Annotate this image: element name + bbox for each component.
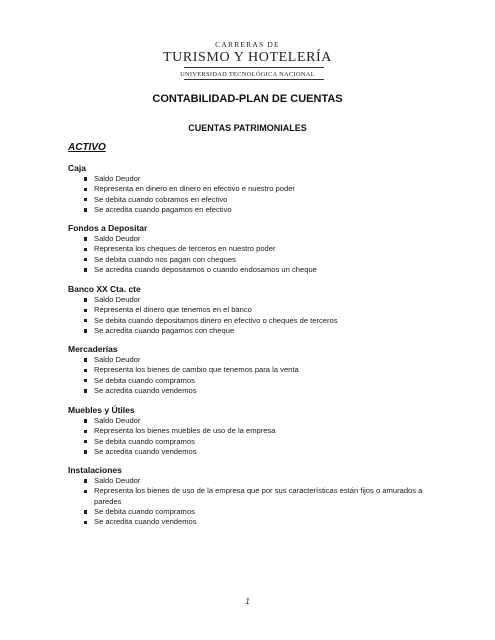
section-muebles-y-utiles bbox=[68, 405, 438, 457]
list-item: Se acredita cuando vendemos bbox=[68, 517, 438, 527]
list-item: Saldo Deudor bbox=[68, 355, 438, 365]
section-title: Fondos a Depositar bbox=[68, 223, 148, 233]
document-title: CONTABILIDAD-PLAN DE CUENTAS bbox=[152, 93, 343, 105]
logo-divider bbox=[184, 79, 324, 80]
list-item: Se debita cuando compramos bbox=[68, 376, 438, 386]
section-caja bbox=[68, 163, 438, 215]
section-title: Caja bbox=[68, 163, 86, 173]
logo-divider bbox=[184, 67, 324, 68]
list-item: Representa los cheques de terceros en nuestro poder bbox=[68, 244, 438, 254]
list-item: Representa los bienes muebles de uso de la empresa bbox=[68, 426, 438, 436]
section-title: Banco XX Cta. cte bbox=[68, 284, 141, 294]
group-heading: ACTIVO bbox=[68, 142, 106, 153]
section-title: Muebles y Útiles bbox=[68, 405, 135, 415]
list-item: Saldo Deudor bbox=[68, 295, 438, 305]
logo-main-text: TURISMO Y HOTELERÍA bbox=[162, 50, 333, 65]
list-item: Se debita cuando compramos bbox=[68, 507, 438, 517]
list-item: Saldo Deudor bbox=[68, 476, 438, 486]
list-item: Saldo Deudor bbox=[68, 234, 438, 244]
list-item: Se acredita cuando depositamos o cuando endosamos un cheque bbox=[68, 265, 438, 275]
section-fondos-a-depositar bbox=[68, 223, 438, 275]
list-item: Saldo Deudor bbox=[68, 174, 438, 184]
page-number: 1 bbox=[245, 597, 250, 606]
list-item: Representa el dinero que tenemos en el banco bbox=[68, 305, 438, 315]
logo-top-text: CARRERAS DE bbox=[215, 40, 280, 49]
list-item: Se acredita cuando vendemos bbox=[68, 447, 438, 457]
list-item: Se acredita cuando pagamos con cheque bbox=[68, 326, 438, 336]
list-item: Se debita cuando nos pagan con cheques bbox=[68, 255, 438, 265]
logo-university-text: UNIVERSIDAD TECNOLÓGICA NACIONAL bbox=[180, 71, 315, 78]
list-item: Se debita cuando compramos bbox=[68, 437, 438, 447]
list-item: Se acredita cuando vendemos bbox=[68, 386, 438, 396]
list-item: Se debita cuando cobramos en efectivo bbox=[68, 195, 438, 205]
document-subtitle: CUENTAS PATRIMONIALES bbox=[188, 123, 307, 133]
list-item: Saldo Deudor bbox=[68, 416, 438, 426]
section-title: Mercaderías bbox=[68, 344, 118, 354]
section-mercaderias bbox=[68, 344, 438, 396]
list-item: Representa en dinero en dinero en efectivo e nuestro poder bbox=[68, 184, 438, 194]
list-item: Se acredita cuando pagamos en efectivo bbox=[68, 205, 438, 215]
section-title: Instalaciones bbox=[68, 465, 122, 475]
list-item: Representa los bienes de cambio que tenemos para la venta bbox=[68, 365, 438, 375]
list-item: Representa los bienes de uso de la empresa que por sus características están fijos o amurados a paredes bbox=[68, 486, 438, 507]
section-banco bbox=[68, 284, 438, 336]
list-item: Se debita cuando depositamos dinero en efectivo o cheques de terceros bbox=[68, 316, 438, 326]
section-instalaciones bbox=[68, 465, 438, 527]
